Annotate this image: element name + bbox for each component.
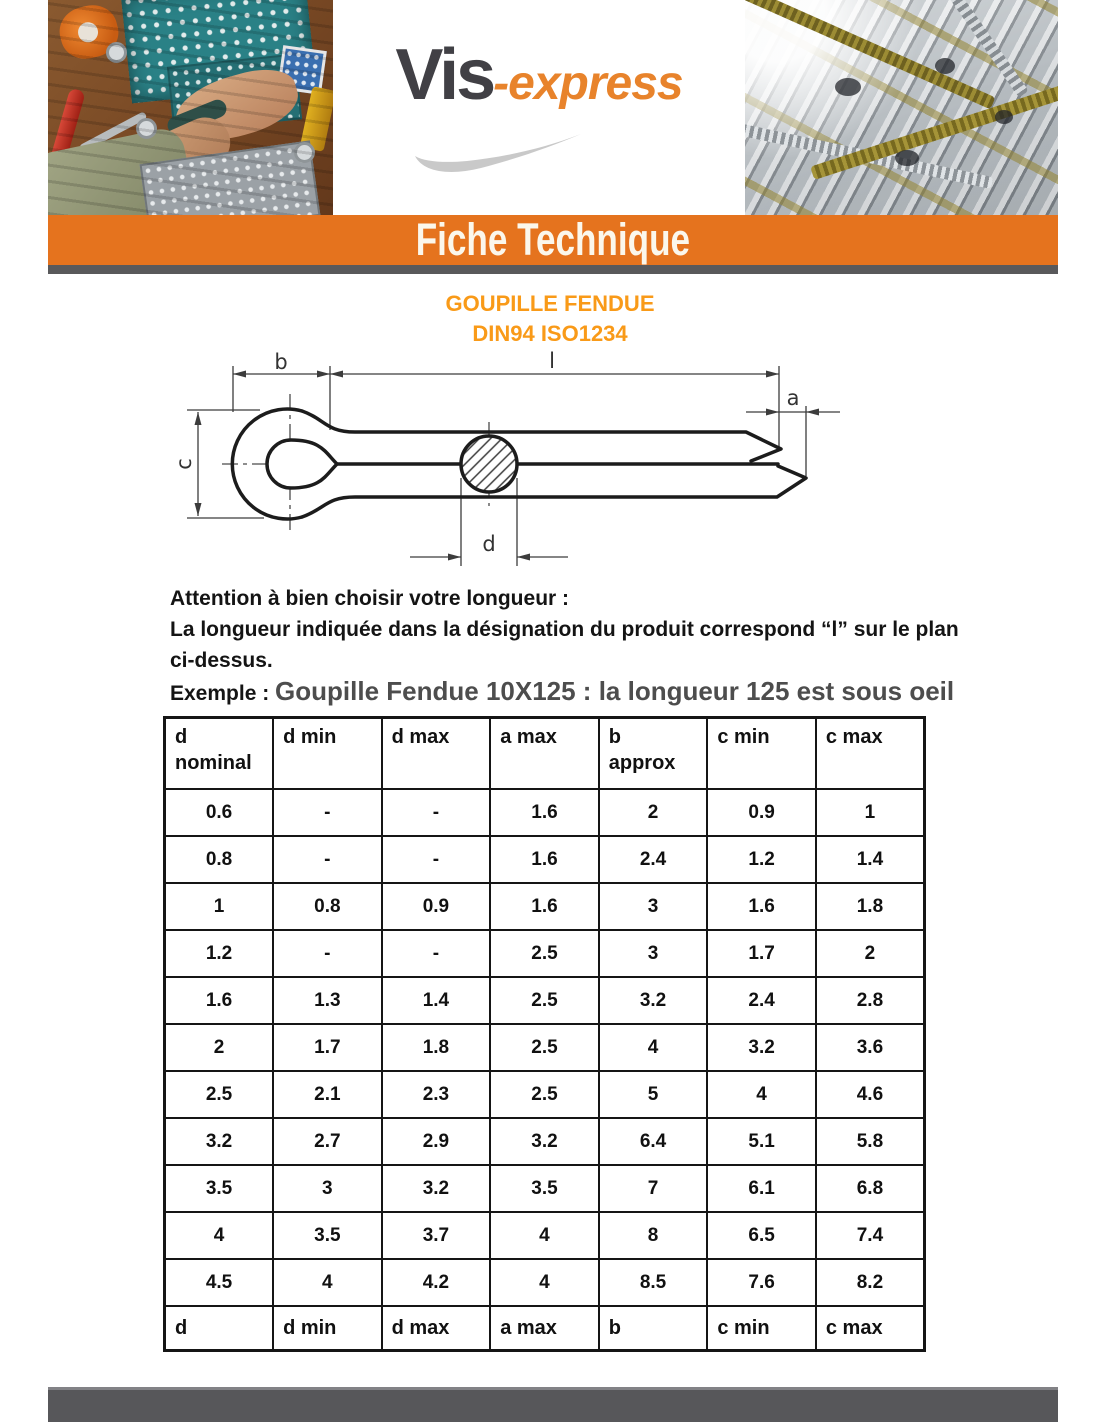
- table-row: [165, 1071, 925, 1118]
- photo-washer: [294, 142, 315, 163]
- table-cell: 2.5: [165, 1071, 274, 1118]
- table-cell: 2.5: [490, 930, 599, 977]
- table-cell: 5.1: [707, 1118, 816, 1165]
- table-cell: 2.5: [490, 1024, 599, 1071]
- table-cell: 2.4: [707, 977, 816, 1024]
- example-line: [170, 676, 970, 709]
- table-cell: 1: [165, 883, 274, 930]
- table-cell: 4.5: [165, 1259, 274, 1306]
- table-cell: 2: [165, 1024, 274, 1071]
- example-text: Goupille Fendue 10X125 : la longueur 125 est sous oeil: [275, 676, 955, 706]
- logo-swoosh-icon: [405, 126, 595, 182]
- logo-express-text: -express: [493, 57, 683, 110]
- table-cell: 1.8: [382, 1024, 491, 1071]
- photo-screw-head: [835, 78, 861, 96]
- technical-drawing: [160, 350, 880, 585]
- table-cell: 7: [599, 1165, 708, 1212]
- photo-yellow-tool: [300, 86, 333, 152]
- example-label: Exemple :: [170, 682, 276, 705]
- table-cell: 1.7: [273, 1024, 382, 1071]
- photo-screw-tray: [140, 140, 321, 215]
- photo-screw-head: [935, 58, 955, 74]
- col-header-d-max: d max: [382, 718, 491, 790]
- table-cell: 4: [490, 1212, 599, 1259]
- table-cell: -: [273, 930, 382, 977]
- table-cell: -: [382, 836, 491, 883]
- table-cell: 2: [599, 789, 708, 836]
- photo-blue-box: [277, 45, 327, 95]
- cotter-pin-outline: [232, 409, 806, 519]
- table-cell: 3.2: [707, 1024, 816, 1071]
- standard-title: DIN94 ISO1234: [472, 321, 628, 346]
- table-cell: 6.1: [707, 1165, 816, 1212]
- table-cell: 7.6: [707, 1259, 816, 1306]
- table-cell: 1.6: [165, 977, 274, 1024]
- dim-label-l: l: [549, 350, 555, 373]
- dimensions-table: [163, 716, 926, 1352]
- footer-cell: d min: [273, 1306, 382, 1351]
- table-cell: 4.2: [382, 1259, 491, 1306]
- table-cell: -: [382, 789, 491, 836]
- table-row: [165, 883, 925, 930]
- table-cell: 1.6: [490, 836, 599, 883]
- divider-strip: [48, 265, 1058, 274]
- dim-label-b: b: [274, 350, 288, 374]
- table-cell: 3.5: [273, 1212, 382, 1259]
- cross-section-circle: [461, 436, 517, 492]
- banner-title: Fiche Technique: [415, 214, 691, 265]
- table-cell: 1.2: [165, 930, 274, 977]
- table-cell: 4.6: [816, 1071, 925, 1118]
- notes-block: [170, 583, 970, 709]
- table-cell: 1.6: [490, 883, 599, 930]
- table-cell: 2.1: [273, 1071, 382, 1118]
- table-cell: 6.8: [816, 1165, 925, 1212]
- table-cell: 5.8: [816, 1118, 925, 1165]
- table-cell: 0.9: [382, 883, 491, 930]
- table-cell: 2.9: [382, 1118, 491, 1165]
- table-cell: 1.3: [273, 977, 382, 1024]
- col-header-c-max: c max: [816, 718, 925, 790]
- table-cell: 3: [599, 930, 708, 977]
- photo-hand: [168, 60, 305, 152]
- table-cell: 1.8: [816, 883, 925, 930]
- table-cell: 3.5: [165, 1165, 274, 1212]
- table-row: [165, 1212, 925, 1259]
- table-cell: 8.5: [599, 1259, 708, 1306]
- table-cell: -: [273, 789, 382, 836]
- col-header-a-max: a max: [490, 718, 599, 790]
- photo-organizer-box: [121, 0, 316, 103]
- photo-screw-head: [995, 110, 1013, 124]
- table-cell: 3.2: [165, 1118, 274, 1165]
- logo-vis-text: Vis: [395, 35, 494, 115]
- table-cell: 6.4: [599, 1118, 708, 1165]
- table-cell: 2.5: [490, 977, 599, 1024]
- table-cell: 1.6: [707, 883, 816, 930]
- dim-label-d: d: [482, 532, 496, 556]
- table-cell: 3.2: [490, 1118, 599, 1165]
- footer-cell: c max: [816, 1306, 925, 1351]
- table-cell: 1.4: [382, 977, 491, 1024]
- workbench-photo: [48, 0, 333, 215]
- footer-cell: b: [599, 1306, 708, 1351]
- table-cell: 6.5: [707, 1212, 816, 1259]
- table-cell: 3.7: [382, 1212, 491, 1259]
- col-header-b-approx: b approx: [599, 718, 708, 790]
- photo-sleeve: [48, 125, 199, 215]
- photo-hand-2: [134, 109, 238, 192]
- col-header-d-min: d min: [273, 718, 382, 790]
- col-header-c-min: c min: [707, 718, 816, 790]
- table-cell: 8: [599, 1212, 708, 1259]
- table-cell: 3.6: [816, 1024, 925, 1071]
- footer-bar: [48, 1387, 1058, 1422]
- note-line-2: La longueur indiquée dans la désignation du produit correspond “l” sur le plan: [170, 618, 959, 641]
- table-cell: 0.8: [273, 883, 382, 930]
- table-header-row: [165, 718, 925, 790]
- footer-cell: d max: [382, 1306, 491, 1351]
- table-row: [165, 836, 925, 883]
- logo-area: [333, 0, 745, 215]
- table-cell: 3.5: [490, 1165, 599, 1212]
- table-row: [165, 977, 925, 1024]
- table-cell: -: [273, 836, 382, 883]
- table-cell: 3.2: [382, 1165, 491, 1212]
- table-cell: 3: [273, 1165, 382, 1212]
- photo-organizer-box-2: [167, 53, 302, 132]
- photo-tool-grip: [165, 97, 229, 137]
- table-cell: 7.4: [816, 1212, 925, 1259]
- photo-washer: [106, 42, 127, 63]
- table-cell: 8.2: [816, 1259, 925, 1306]
- screws-photo: [745, 0, 1058, 215]
- table-cell: 4: [490, 1259, 599, 1306]
- table-cell: 1.2: [707, 836, 816, 883]
- table-cell: 3: [599, 883, 708, 930]
- banner: [48, 215, 1058, 265]
- photo-screwdriver: [48, 87, 86, 176]
- table-cell: 4: [273, 1259, 382, 1306]
- table-cell: 0.9: [707, 789, 816, 836]
- table-row: [165, 1259, 925, 1306]
- photo-screw-rod: [745, 0, 996, 109]
- table-row: [165, 1118, 925, 1165]
- table-cell: 2: [816, 930, 925, 977]
- dim-label-a: a: [786, 386, 800, 410]
- table-cell: 2.5: [490, 1071, 599, 1118]
- photo-screw-head: [895, 150, 919, 166]
- photo-washer: [136, 118, 157, 139]
- footer-cell: c min: [707, 1306, 816, 1351]
- photo-tape-measure: [55, 0, 124, 64]
- note-line-3: ci-dessus.: [170, 649, 273, 672]
- footer-cell: a max: [490, 1306, 599, 1351]
- table-cell: -: [382, 930, 491, 977]
- table-cell: 2.3: [382, 1071, 491, 1118]
- table-row: [165, 1165, 925, 1212]
- vis-express-logo: [333, 34, 745, 116]
- table-cell: 2.4: [599, 836, 708, 883]
- table-row: [165, 1024, 925, 1071]
- doc-title: [0, 289, 1100, 349]
- table-cell: 4: [707, 1071, 816, 1118]
- footer-cell: d: [165, 1306, 274, 1351]
- table-cell: 2.7: [273, 1118, 382, 1165]
- table-cell: 0.8: [165, 836, 274, 883]
- dim-label-c: c: [172, 458, 196, 470]
- table-cell: 0.6: [165, 789, 274, 836]
- col-header-d-nominal: d nominal: [165, 718, 274, 790]
- note-line-1: Attention à bien choisir votre longueur :: [170, 587, 570, 610]
- table-cell: 1: [816, 789, 925, 836]
- table-footer-row: [165, 1306, 925, 1351]
- table-cell: 1.7: [707, 930, 816, 977]
- table-cell: 1.4: [816, 836, 925, 883]
- table-row: [165, 789, 925, 836]
- table-row: [165, 930, 925, 977]
- table-cell: 3.2: [599, 977, 708, 1024]
- table-cell: 1.6: [490, 789, 599, 836]
- table-cell: 5: [599, 1071, 708, 1118]
- photo-wrench: [78, 111, 147, 153]
- product-title: GOUPILLE FENDUE: [445, 291, 655, 316]
- table-cell: 4: [599, 1024, 708, 1071]
- table-cell: 2.8: [816, 977, 925, 1024]
- table-cell: 4: [165, 1212, 274, 1259]
